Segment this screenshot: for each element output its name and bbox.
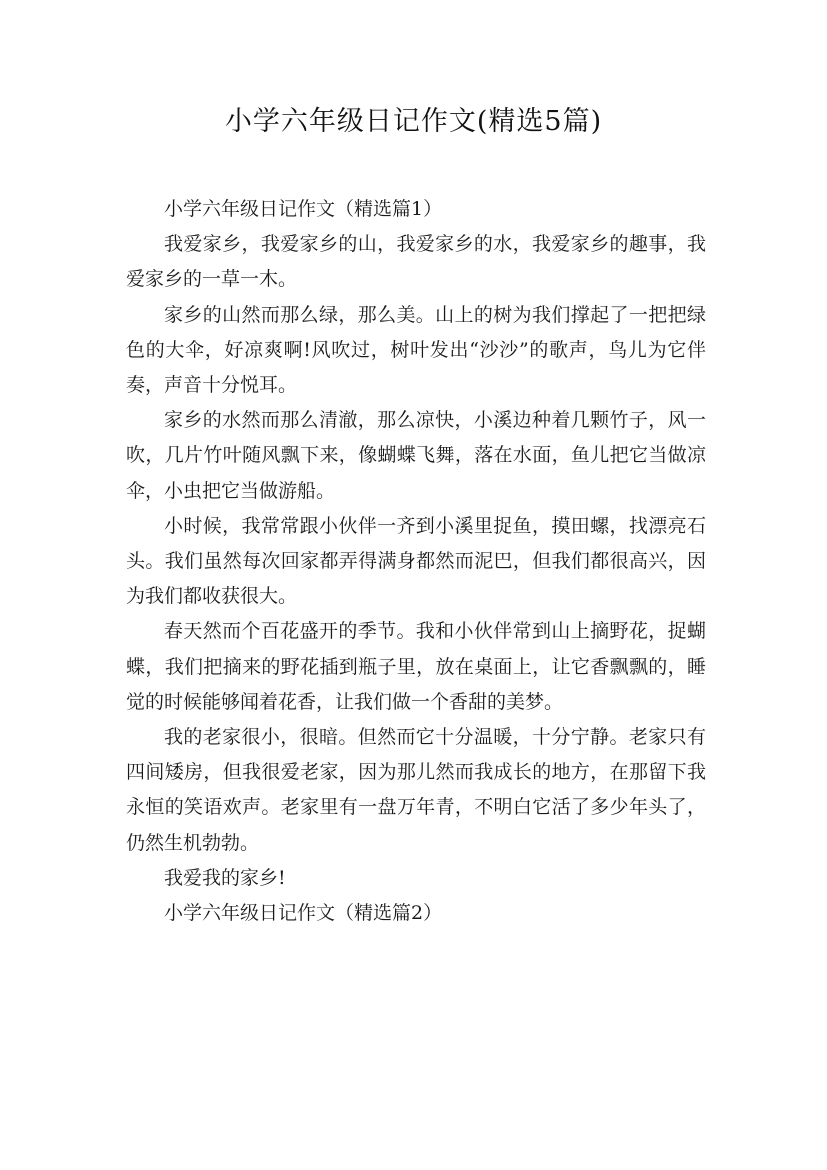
document-body: [126, 192, 706, 931]
document-title: 小学六年级日记作文(精选5篇): [224, 106, 603, 137]
paragraph-4: 小时候，我常常跟小伙伴一齐到小溪里捉鱼，摸田螺，找漂亮石头。我们虽然每次回家都弄得满身都然而泥巴，但我们都很高兴，因为我们都收获很大。: [126, 514, 706, 608]
paragraph-5: 春天然而个百花盛开的季节。我和小伙伴常到山上摘野花，捉蝴蝶，我们把摘来的野花插到瓶子里，放在桌面上，让它香飘飘的，睡觉的时候能够闻着花香，让我们做一个香甜的美梦。: [126, 620, 706, 713]
section-heading-1: 小学六年级日记作文（精选篇1）: [164, 198, 443, 220]
paragraph-1: 我爱家乡，我爱家乡的山，我爱家乡的水，我爱家乡的趣事，我爱家乡的一草一木。: [126, 233, 706, 291]
paragraph-7: 我爱我的家乡!: [164, 866, 286, 889]
paragraph-6: 我的老家很小，很暗。但然而它十分温暖，十分宁静。老家只有四间矮房，但我很爱老家，因为那儿然而我成长的地方，在那留下我永恒的笑语欢声。老家里有一盘万年青，不明白它活了多少年头了，仍然生机勃勃。: [126, 726, 706, 854]
section-heading-2: 小学六年级日记作文（精选篇2）: [164, 902, 443, 925]
paragraph-3: 家乡的水然而那么清澈，那么凉快，小溪边种着几颗竹子，风一吹，几片竹叶随风飘下来，像蝴蝶飞舞，落在水面，鱼儿把它当做凉伞，小虫把它当做游船。: [126, 409, 706, 502]
paragraph-2: 家乡的山然而那么绿，那么美。山上的树为我们撑起了一把把绿色的大伞，好凉爽啊!风吹过，树叶发出“沙沙”的歌声，鸟儿为它伴奏，声音十分悦耳。: [126, 303, 706, 397]
